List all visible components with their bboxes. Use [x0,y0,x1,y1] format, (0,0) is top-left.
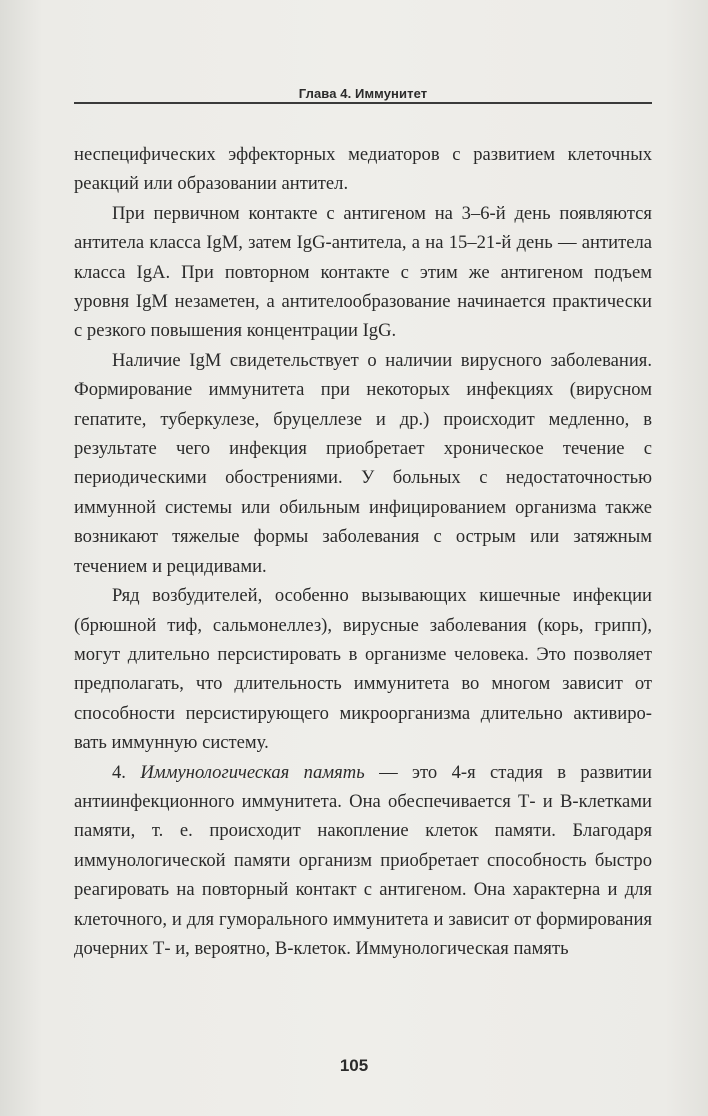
paragraph-igm-presence: Наличие IgM свидетельствует о наличии вирусного заболевания. Формирование иммунитета при некоторых инфекциях (вирусном гепатите, туберкулезе, бруцеллезе и др.) происходит медленно, в результате чего инфекция приобретает хроническое течение с периодическими обострениями. У больных с недостаточностью иммунной системы или обильным инфицированием организма также возникают тяжелые формы заболевания с острым или затяжным течением и рецидивами. [74,349,652,577]
header-rule [74,102,652,104]
page-number: 105 [339,1056,369,1075]
list-number: 4. [112,761,126,783]
paragraph-immunological-memory [74,758,652,964]
term-immunological-memory: Иммунологическая память [140,761,365,783]
paragraph-persistence: Ряд возбудителей, особенно вызывающих кишечные инфекции (брюшной тиф, сальмонеллез), вирусные заболевания (корь, грипп), могут длительно персистировать в организме человека. Это позволяет предполагать, что длительность иммунитета во многом зависит от способности персистирующего микроорганизма длительно активировать иммунную систему. [74,585,652,754]
chapter-title: Глава 4. Иммунитет [298,86,428,101]
stage4-text: — это 4-я стадия в развитии антиинфекционного иммунитета. Она обеспечивается Т- и В-клетками памяти, т. е. происходит накопление клеток памяти. Благодаря иммунологической памяти организм приобретает способность быстро реагировать на повторный контакт с антигеном. Она характерна и для клеточного, и для гуморального иммунитета и зависит от формирования дочерних Т- и, вероятно, В-клеток. Иммунологическая память [74,761,653,959]
body-text [74,140,652,963]
paragraph-primary-contact: При первичном контакте с антигеном на 3–6-й день появляются антитела класса IgM, затем IgG-антитела, а на 15–21-й день — антитела класса IgA. При повторном контакте с этим же антигеном подъем уровня IgM незаметен, а антителообразование начинается практически с резкого повышения концентрации IgG. [74,202,652,342]
paragraph-continuation: неспецифических эффекторных медиаторов с развитием клеточных реакций или образовании антител. [74,144,652,195]
